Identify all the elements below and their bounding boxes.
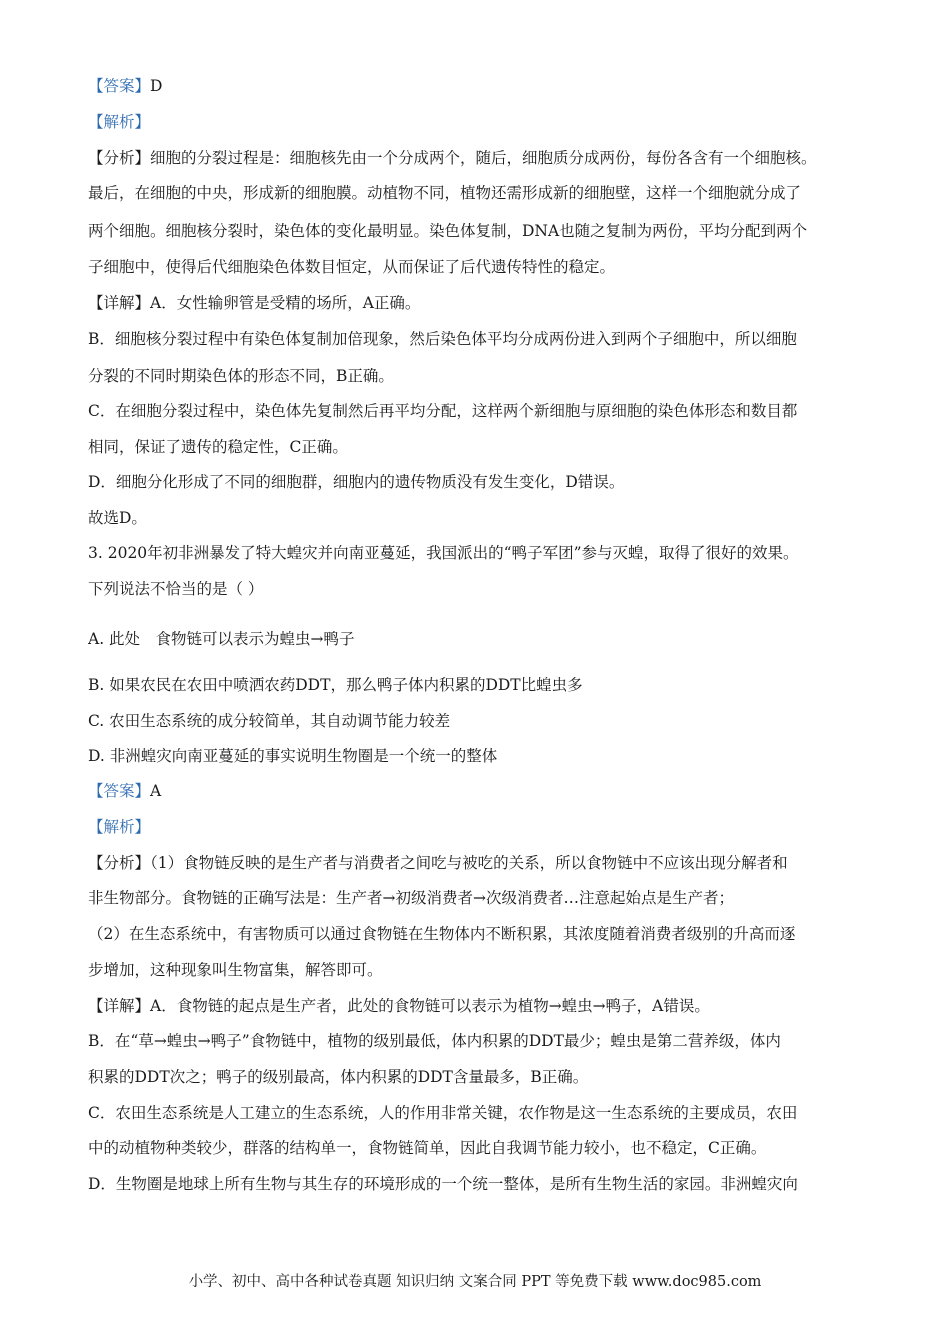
question-stem: 3. 2020年初非洲暴发了特大蝗灾并向南亚蔓延，我国派出的“鸭子军团”参与灭蝗，取得了很好的效果。 — [88, 544, 799, 562]
analysis-heading — [88, 817, 878, 837]
text-line: B．在“草→蝗虫→鸭子”食物链中，植物的级别最低，体内积累的DDT最少；蝗虫是第二营养级，体内 — [88, 1032, 781, 1050]
analysis-heading — [88, 112, 878, 132]
text-line: （2）在生态系统中，有害物质可以通过食物链在生物体内不断积累，其浓度随着消费者级别的升高而逐 — [88, 925, 796, 943]
text-line: 【分析】（1）食物链反映的是生产者与消费者之间吃与被吃的关系，所以食物链中不应该出现分解者和 — [88, 854, 788, 872]
text-line: C．在细胞分裂过程中，染色体先复制然后再平均分配，这样两个新细胞与原细胞的染色体形态和数目都 — [88, 402, 798, 420]
text-line: C．农田生态系统是人工建立的生态系统，人的作用非常关键，农作物是这一生态系统的主要成员，农田 — [88, 1104, 798, 1122]
text-line: 步增加，这种现象叫生物富集，解答即可。 — [88, 961, 383, 979]
text-line: B．细胞核分裂过程中有染色体复制加倍现象，然后染色体平均分成两份进入到两个子细胞中，所以细胞 — [88, 330, 797, 348]
text-line: 故选D。 — [88, 509, 147, 527]
text-line: 【详解】A．食物链的起点是生产者，此处的食物链可以表示为植物→蝗虫→鸭子，A错误。 — [88, 997, 710, 1015]
text-line: 相同，保证了遗传的稳定性，C正确。 — [88, 438, 348, 456]
option-c: C. 农田生态系统的成分较简单，其自动调节能力较差 — [88, 712, 451, 730]
text-line: 最后，在细胞的中央，形成新的细胞膜。动植物不同，植物还需形成新的细胞壁，这样一个细胞就分成了 — [88, 184, 802, 202]
text-line: D．生物圈是地球上所有生物与其生存的环境形成的一个统一整体，是所有生物生活的家园。非洲蝗灾向 — [88, 1175, 798, 1193]
text-line: 分裂的不同时期染色体的形态不同，B正确。 — [88, 367, 394, 385]
option-d: D. 非洲蝗灾向南亚蔓延的事实说明生物圈是一个统一的整体 — [88, 747, 498, 765]
text-line: 两个细胞。细胞核分裂时，染色体的变化最明显。染色体复制，DNA也随之复制为两份，平均分配到两个 — [88, 222, 808, 240]
text-line: 【详解】A．女性输卵管是受精的场所，A正确。 — [88, 294, 421, 312]
analysis-tag: 【解析】 — [88, 818, 151, 836]
answer-line — [88, 76, 878, 96]
option-b: B. 如果农民在农田中喷洒农药DDT，那么鸭子体内积累的DDT比蝗虫多 — [88, 676, 583, 694]
text-line: 子细胞中，使得后代细胞染色体数目恒定，从而保证了后代遗传特性的稳定。 — [88, 258, 616, 276]
page-footer: 小学、初中、高中各种试卷真题 知识归纳 文案合同 PPT 等免费下载 www.doc985.com — [188, 1274, 762, 1290]
text-line: D．细胞分化形成了不同的细胞群，细胞内的遗传物质没有发生变化，D错误。 — [88, 473, 625, 491]
answer-value: A — [150, 782, 162, 800]
answer-tag: 【答案】 — [88, 782, 151, 800]
analysis-tag: 【解析】 — [88, 113, 151, 131]
answer-value: D — [150, 77, 163, 95]
answer-line — [88, 781, 878, 801]
text-line: 非生物部分。食物链的正确写法是：生产者→初级消费者→次级消费者…注意起始点是生产者； — [88, 889, 734, 907]
text-line: 积累的DDT次之；鸭子的级别最高，体内积累的DDT含量最多，B正确。 — [88, 1068, 589, 1086]
text-line: 中的动植物种类较少，群落的结构单一，食物链简单，因此自我调节能力较小，也不稳定，C正确。 — [88, 1139, 767, 1157]
answer-tag: 【答案】 — [88, 77, 151, 95]
option-a: A. 此处 食物链可以表示为蝗虫→鸭子 — [88, 630, 355, 648]
text-line: 【分析】细胞的分裂过程是：细胞核先由一个分成两个，随后，细胞质分成两份，每份各含有一个细胞核。 — [88, 149, 817, 167]
question-stem: 下列说法不恰当的是（ ） — [88, 580, 264, 598]
